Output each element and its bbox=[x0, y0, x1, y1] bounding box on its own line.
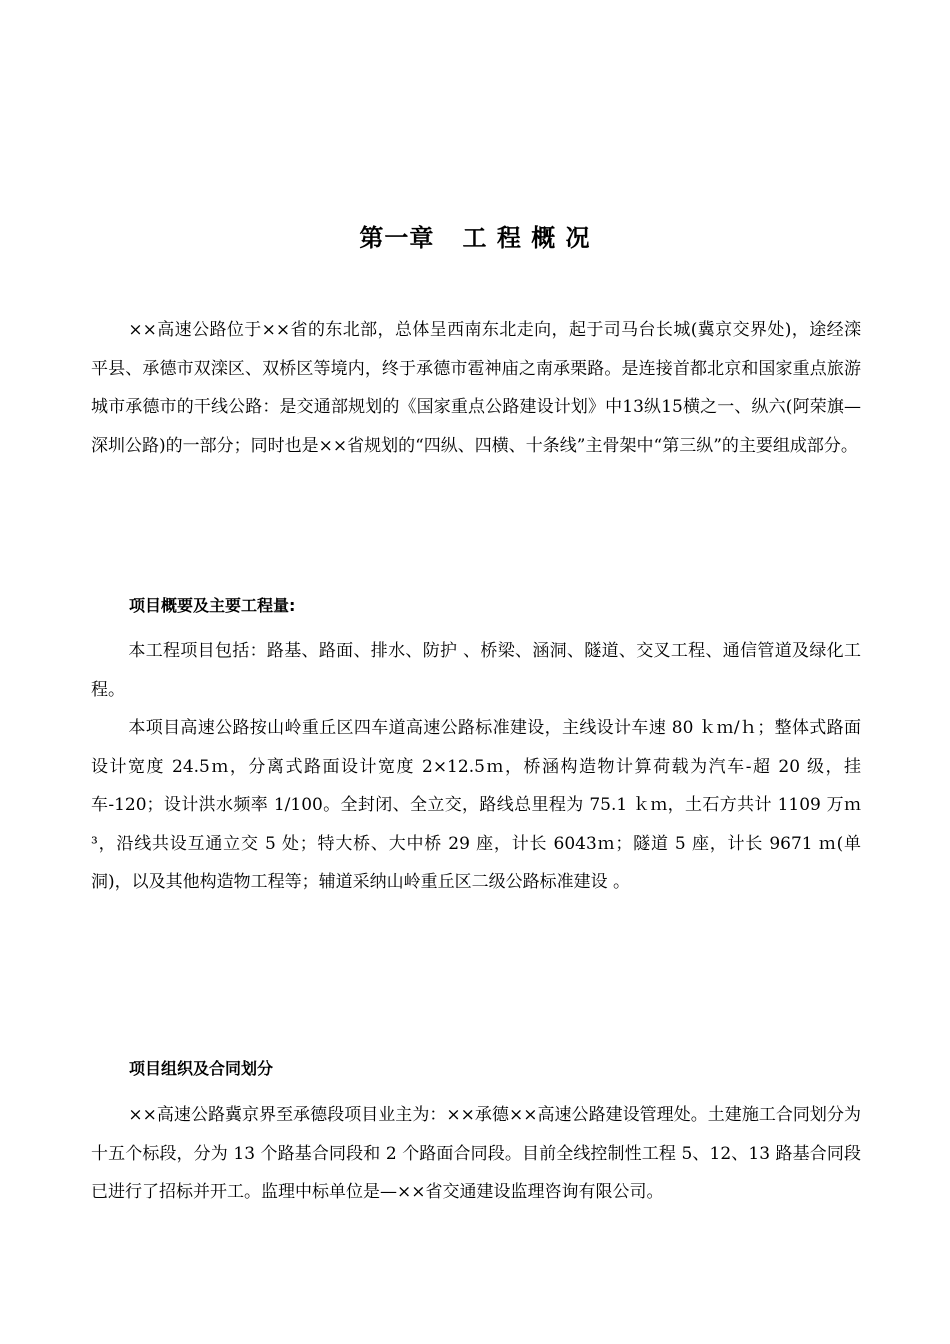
intro-section bbox=[91, 311, 861, 465]
intro-paragraph: ××高速公路位于××省的东北部，总体呈西南东北走向，起于司马台长城(冀京交界处)，途经滦平县、承德市双滦区、双桥区等境内，终于承德市雹神庙之南承栗路。是连接首都北京和国家重点旅游城市承德市的干线公路：是交通部规划的《国家重点公路建设计划》中13纵15横之一、纵六(阿荣旗—深圳公路)的一部分；同时也是××省规划的“四纵、四横、十条线”主骨架中“第三纵”的主要组成部分。 bbox=[91, 320, 861, 456]
overview-paragraph-scope: 本工程项目包括：路基、路面、排水、防护 、桥梁、涵洞、隧道、交叉工程、通信管道及绿化工程。 bbox=[91, 641, 861, 700]
section-heading-overview: 项目概要及主要工程量: bbox=[129, 596, 296, 615]
organization-section bbox=[91, 1096, 861, 1212]
chapter-title: 第一章 工 程 概 况 bbox=[359, 224, 591, 252]
overview-paragraph-standards: 本项目高速公路按山岭重丘区四车道高速公路标准建设，主线设计车速 80 ｋｍ/ｈ；整体式路面设计宽度 24.5ｍ，分离式路面设计宽度 2×12.5ｍ，桥涵构造物计算荷载为汽车-超 20 级，挂车-120；设计洪水频率 1/100。全封闭、全立交，路线总里程为 75.1 ｋｍ，土石方共计 1109 万ｍ³，沿线共设互通立交 5 处；特大桥、大中桥 29 座，计长 6043ｍ；隧道 5 座，计长 9671 ｍ(单洞)，以及其他构造物工程等；辅道采纳山岭重丘区二级公路标准建设 。 bbox=[91, 718, 861, 892]
section-heading-organization: 项目组织及合同划分 bbox=[129, 1059, 274, 1078]
organization-paragraph: ××高速公路冀京界至承德段项目业主为：××承德××高速公路建设管理处。土建施工合同划分为十五个标段，分为 13 个路基合同段和 2 个路面合同段。目前全线控制性工程 5、12、13 路基合同段已进行了招标并开工。监理中标单位是—××省交通建设监理咨询有限公司。 bbox=[91, 1105, 861, 1202]
overview-section bbox=[91, 632, 861, 902]
